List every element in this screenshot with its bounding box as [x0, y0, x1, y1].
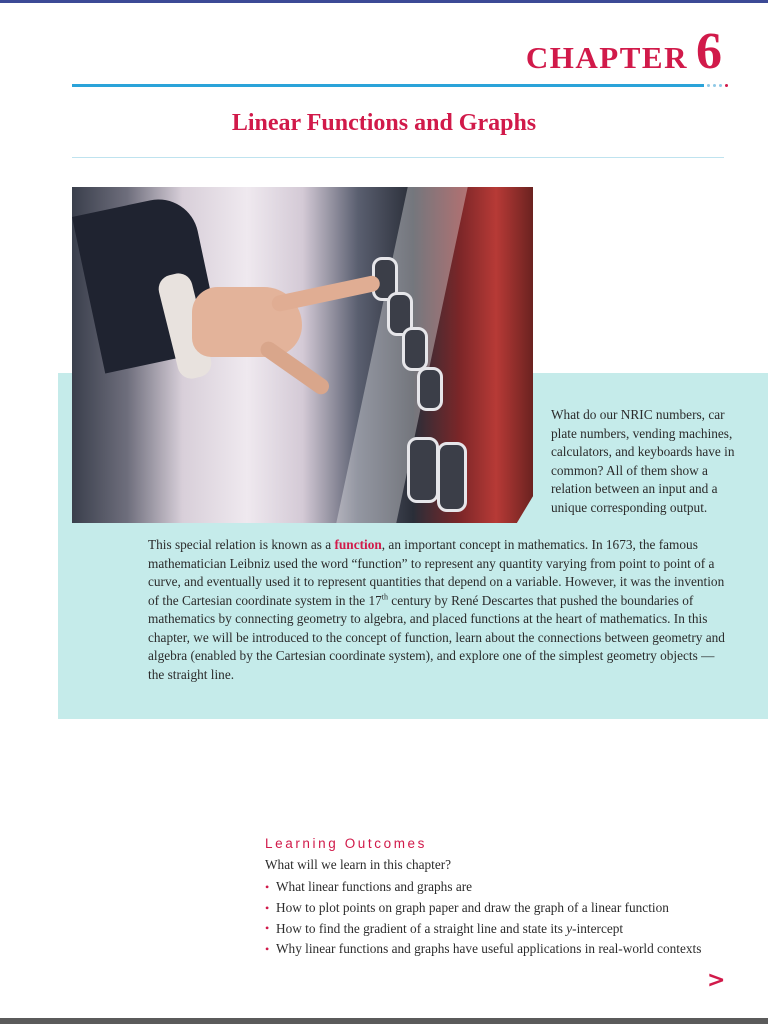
list-item: • Why linear functions and graphs have useful applications in real-world contexts [265, 941, 702, 957]
bullet-icon: • [265, 900, 270, 915]
bullet-icon: • [265, 921, 270, 936]
chapter-rule [72, 84, 704, 87]
rule-dots [707, 84, 728, 87]
learning-outcomes-intro: What will we learn in this chapter? [265, 857, 452, 872]
bottom-border [0, 1018, 768, 1024]
top-border [0, 0, 768, 3]
bullet-icon: • [265, 941, 270, 956]
intro-paragraph: This special relation is known as a function, an important concept in mathematics. In 1673, the famous mathematician Leibniz used the word “function” to represent any quantity varying from point to point of a curve, and eventually used it to represent quantities that depend on a variable. However, it was the invention of the Cartesian coordinate system in the 17th century by René Descartes that pushed the boundaries of mathematics by connecting geometry to algebra, and placed functions at the heart of mathematics. In this chapter, we will be introduced to the concept of function, learn about the connections between geometry and algebra (enabled by the Cartesian coordinate system), and explore one of the simplest geometry objects — the straight line. [148, 537, 725, 682]
list-item: • How to plot points on graph paper and draw the graph of a linear function [265, 900, 669, 916]
page-title: Linear Functions and Graphs [231, 110, 537, 136]
function-term: function [334, 537, 382, 552]
intro-question: What do our NRIC numbers, car plate numbers, vending machines, calculators, and keyboards have in common? All of them show a relation between an input and a unique corresponding output. [551, 407, 735, 515]
list-item: • What linear functions and graphs are [265, 879, 473, 895]
chapter-heading [525, 23, 722, 80]
next-page-arrow-icon[interactable]: > [707, 968, 726, 993]
list-item: • How to find the gradient of a straight line and state its y-intercept [265, 920, 624, 936]
chapter-number: 6 [696, 23, 722, 80]
bullet-icon: • [265, 879, 270, 894]
learning-outcomes-heading: Learning Outcomes [265, 836, 428, 851]
hand-pressing-buttons-photo [72, 187, 533, 523]
learning-outcomes-list [265, 877, 701, 960]
title-divider [72, 157, 724, 158]
chapter-label: CHAPTER [525, 40, 688, 75]
